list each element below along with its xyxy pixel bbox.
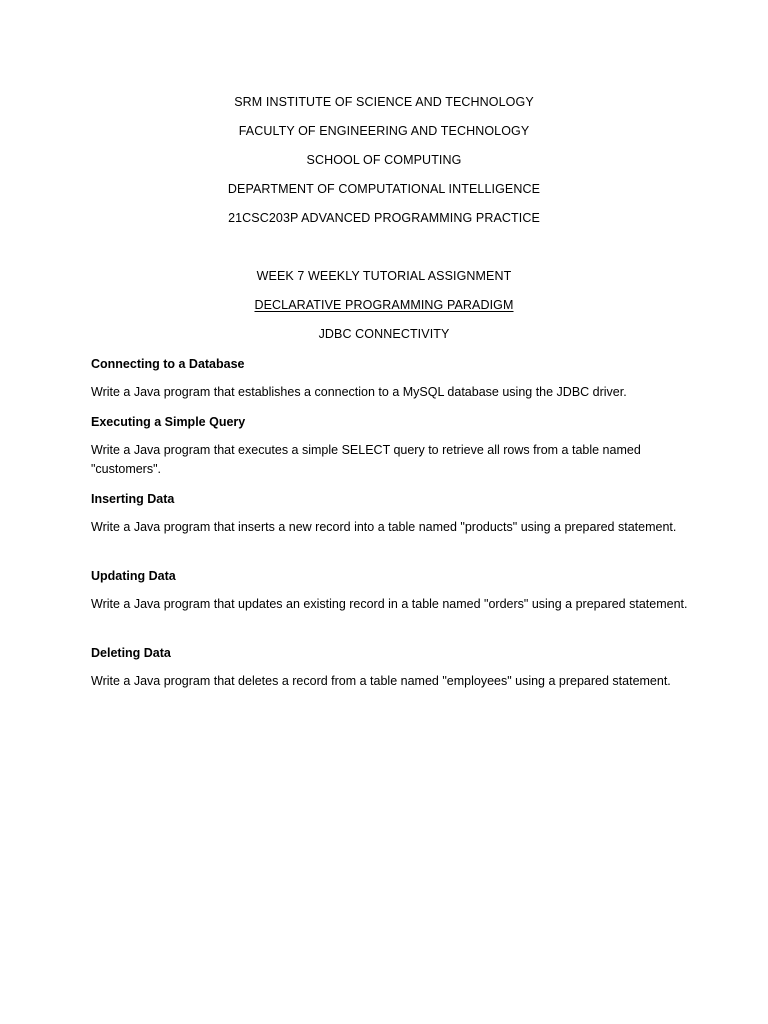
section-heading-deleting: Deleting Data [91, 646, 171, 660]
section-text-deleting: Write a Java program that deletes a record from a table named "employees" using a prepared statement. [91, 674, 671, 688]
section-heading-updating: Updating Data [91, 569, 176, 583]
course-title: 21CSC203P ADVANCED PROGRAMMING PRACTICE [228, 211, 540, 225]
section-text-connecting: Write a Java program that establishes a connection to a MySQL database using the JDBC driver. [91, 385, 627, 399]
section-heading-inserting: Inserting Data [91, 492, 175, 506]
topic-title: JDBC CONNECTIVITY [318, 327, 450, 341]
assignment-week: WEEK 7 WEEKLY TUTORIAL ASSIGNMENT [256, 269, 512, 283]
section-heading-connecting: Connecting to a Database [91, 357, 245, 371]
school-name: SCHOOL OF COMPUTING [306, 153, 462, 167]
section-text-updating: Write a Java program that updates an existing record in a table named "orders" using a prepared statement. [91, 597, 688, 611]
department-name: DEPARTMENT OF COMPUTATIONAL INTELLIGENCE [227, 182, 541, 196]
section-text-inserting: Write a Java program that inserts a new record into a table named "products" using a prepared statement. [91, 520, 677, 534]
section-heading-query: Executing a Simple Query [91, 415, 246, 429]
faculty-name: FACULTY OF ENGINEERING AND TECHNOLOGY [238, 124, 530, 138]
institute-name: SRM INSTITUTE OF SCIENCE AND TECHNOLOGY [234, 95, 534, 109]
paradigm-title: DECLARATIVE PROGRAMMING PARADIGM [254, 298, 514, 312]
section-text-query: Write a Java program that executes a simple SELECT query to retrieve all rows from a table named "customers". [91, 443, 641, 476]
